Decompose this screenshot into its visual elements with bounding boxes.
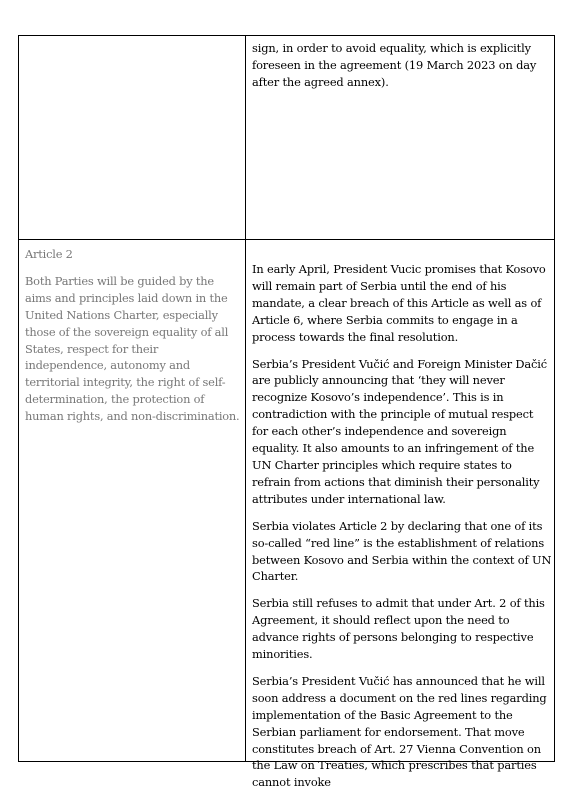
- commentary-paragraph: Serbia’s President Vučić has announced that he will soon address a document on the red lines regarding implementation of the Basic Agreement to the Serbian parliament for endorsement. That move constitutes breach of Art. 27 Vienna Convention on the Law on Treaties, which prescribes that parties cannot invoke: [252, 673, 547, 790]
- commentary-paragraph: Serbia’s President Vučić and Foreign Minister Dačić are publicly announcing that ‘they will never recognize Kosovo’s independence’. This is in contradiction with the principle of mutual respect for each other’s independence and sovereign equality. It also amounts to an infringement of the UN Charter principles which require states to refrain from actions that diminish their personality attributes under international law.: [252, 356, 548, 506]
- row2-right-cell: [252, 261, 552, 801]
- row1-right-cell: [252, 40, 552, 91]
- row-divider: [19, 239, 554, 240]
- article-text: Both Parties will be guided by the aims and principles laid down in the United Nations Charter, especially those of the sovereign equality of all States, respect for their independence, autonomy and territorial integrity, the right of self-determination, the protection of human rights, and non-discrimination.: [25, 273, 240, 424]
- commentary-paragraph: In early April, President Vucic promises that Kosovo will remain part of Serbia until the end of his mandate, a clear breach of this Article as well as of Article 6, where Serbia commits to engage in a process towards the final resolution.: [252, 262, 546, 344]
- comparison-table: [18, 35, 555, 790]
- row2-left-cell: [25, 246, 241, 425]
- column-divider: [245, 36, 246, 761]
- row1-right-text: sign, in order to avoid equality, which is explicitly foreseen in the agreement (19 March 2023 on day after the agreed annex).: [252, 41, 537, 89]
- commentary-paragraph: Serbia violates Article 2 by declaring that one of its so-called “red line” is the establishment of relations between Kosovo and Serbia within the context of UN Charter.: [252, 518, 552, 584]
- article-heading: Article 2: [25, 247, 73, 261]
- commentary-paragraph: Serbia still refuses to admit that under Art. 2 of this Agreement, it should reflect upon the need to advance rights of persons belonging to respective minorities.: [252, 596, 545, 662]
